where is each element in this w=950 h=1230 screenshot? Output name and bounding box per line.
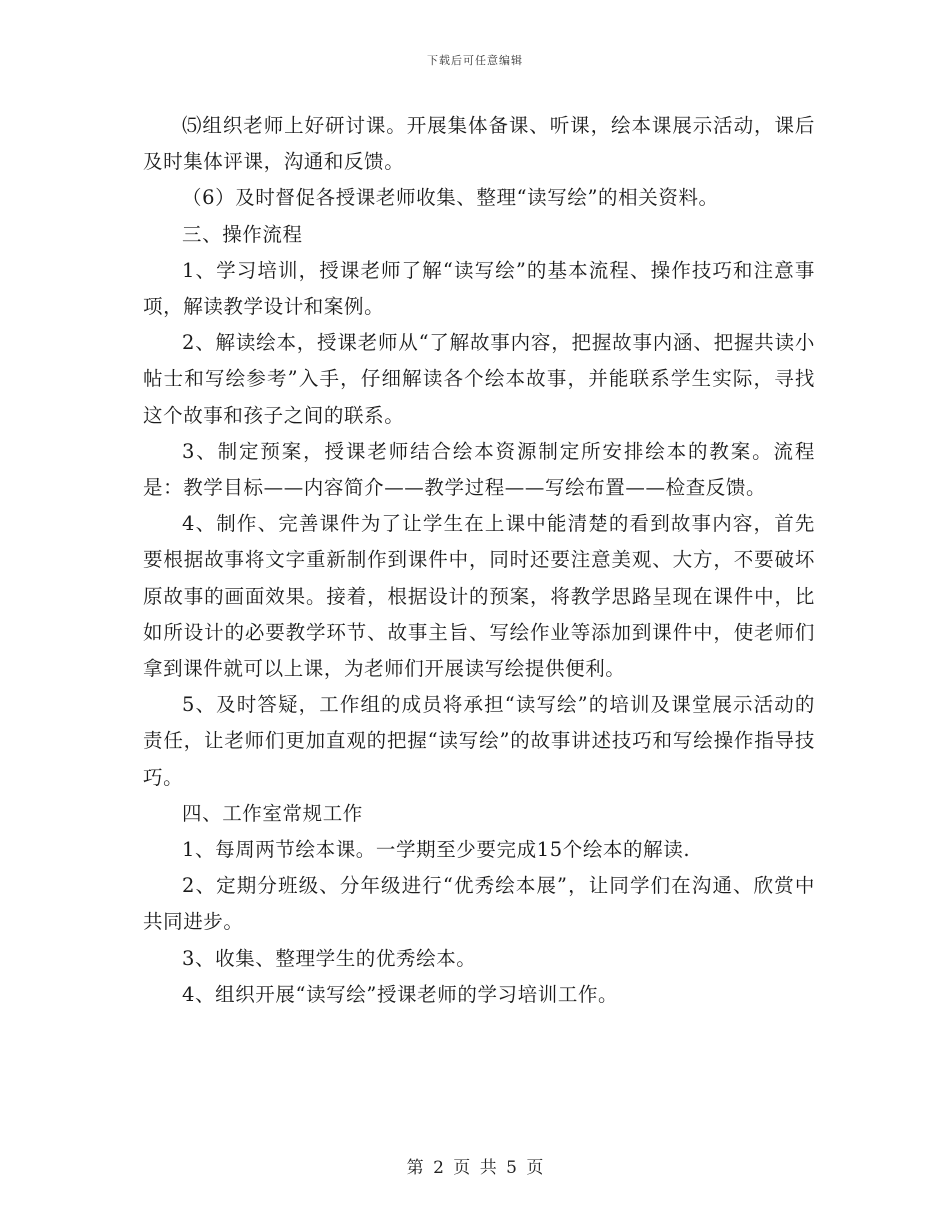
- paragraph-routine-collect: 3、收集、整理学生的优秀绘本。: [182, 946, 477, 970]
- paragraph-routine-training: 4、组织开展“读写绘”授课老师的学习培训工作。: [182, 982, 619, 1006]
- document-body: [143, 108, 815, 1013]
- page-header-note: 下载后可任意编辑: [427, 54, 523, 67]
- paragraph-workflow-plan: 3、制定预案，授课老师结合绘本资源制定所安排绘本的教案。流程是：教学目标——内容简介——教学过程——写绘布置——检查反馈。: [143, 439, 815, 500]
- paragraph-research-lessons: ⑸组织老师上好研讨课。开展集体备课、听课，绘本课展示活动，课后及时集体评课，沟通和反馈。: [143, 114, 815, 174]
- paragraph-workflow-training: 1、学习培训，授课老师了解“读写绘”的基本流程、操作技巧和注意事项，解读教学设计和案例。: [143, 258, 815, 319]
- paragraph-workflow-interpret: 2、解读绘本，授课老师从“了解故事内容，把握故事内涵、把握共读小帖士和写绘参考”入手，仔细解读各个绘本故事，并能联系学生实际，寻找这个故事和孩子之间的联系。: [143, 331, 815, 427]
- section-heading-routine-work: 四、工作室常规工作: [182, 801, 363, 825]
- paragraph-workflow-qa: 5、及时答疑，工作组的成员将承担“读写绘”的培训及课堂展示活动的责任，让老师们更加直观的把握“读写绘”的故事讲述技巧和写绘操作指导技巧。: [143, 693, 815, 789]
- page-number: 第 2 页 共 5 页: [406, 1158, 544, 1178]
- paragraph-collect-materials: （6）及时督促各授课老师收集、整理“读写绘”的相关资料。: [182, 186, 719, 210]
- section-heading-workflow: 三、操作流程: [182, 222, 303, 246]
- paragraph-routine-exhibition: 2、定期分班级、分年级进行“优秀绘本展”，让同学们在沟通、欣赏中共同进步。: [143, 874, 815, 934]
- paragraph-workflow-courseware: 4、制作、完善课件为了让学生在上课中能清楚的看到故事内容，首先要根据故事将文字重新制作到课件中，同时还要注意美观、大方，不要破坏原故事的画面效果。接着，根据设计的预案，将教学思路呈现在课件中，比如所设计的必要教学环节、故事主旨、写绘作业等添加到课件中，使老师们拿到课件就可以上课，为老师们开展读写绘提供便利。: [143, 512, 815, 681]
- paragraph-routine-weekly: 1、每周两节绘本课。一学期至少要完成15个绘本的解读.: [182, 838, 691, 862]
